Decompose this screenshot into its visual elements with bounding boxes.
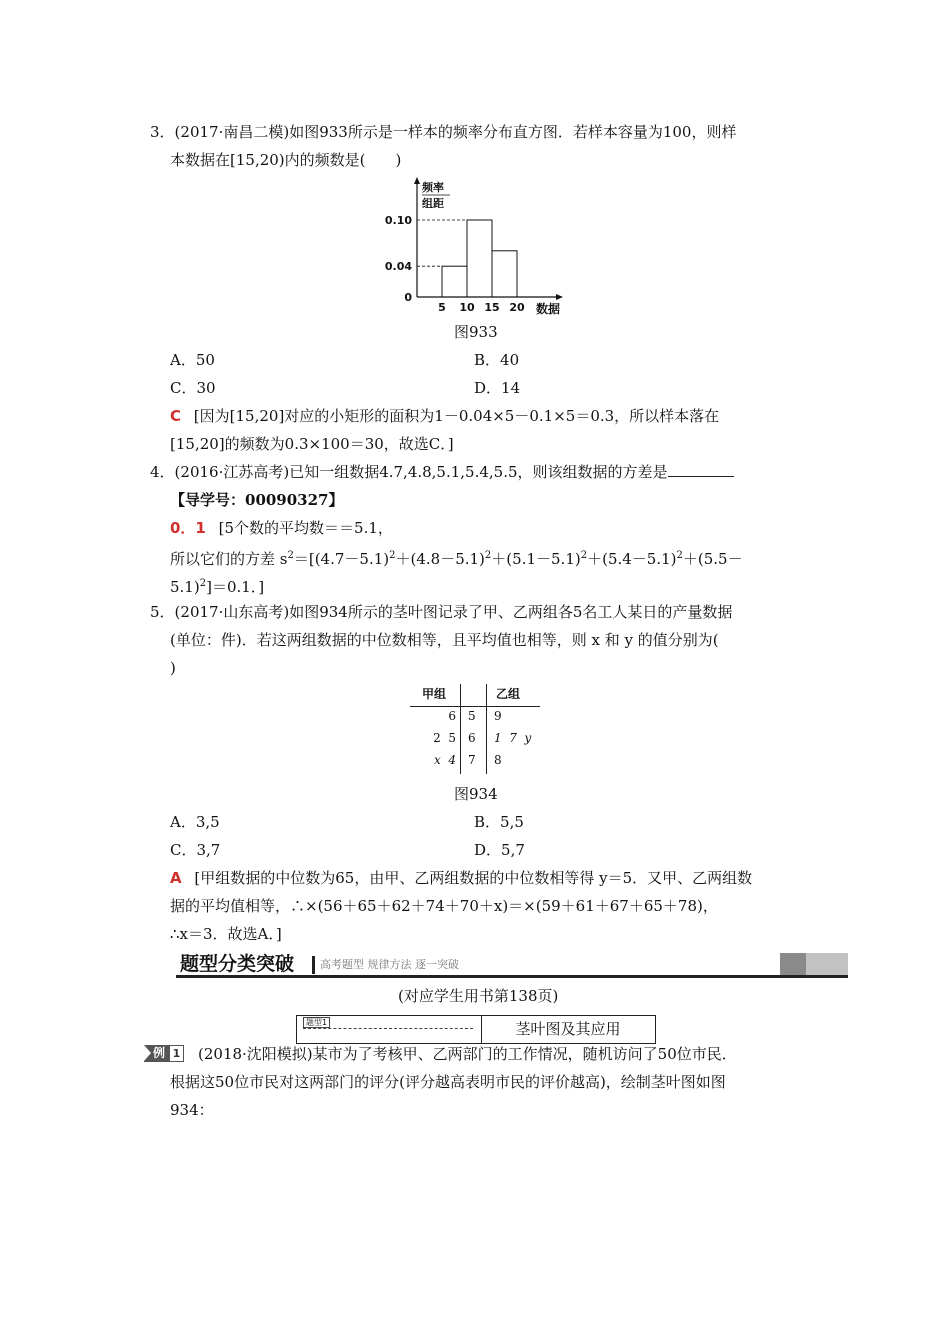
page-reference: (对应学生用书第138页) <box>398 987 559 1005</box>
y-tick-label: 0 <box>404 291 412 304</box>
q5-option-b: B．5,5 <box>474 813 524 831</box>
y-tick-label: 0.10 <box>384 214 412 227</box>
q4-explanation-line3: 5.1)$^2$]＝0.1．] <box>170 578 265 596</box>
q3-explanation-line1: [因为[15,20]对应的小矩形的面积为1－0.04×5－0.1×5＝0.3，所以样本落在 <box>193 407 720 425</box>
q4-explanation-line2: 所以它们的方差 $s^2=[(4.7-5.1)^2+(4.8-5.1)^2+(5.1-5.1)^2+(5.4-5.1)^2+(5.5-$ <box>170 550 743 568</box>
x-axis-arrow-icon <box>556 294 563 300</box>
section-title: 题型分类突破 <box>180 953 295 975</box>
q5-explanation-line1: [甲组数据的中位数为65，由甲、乙两组数据的中位数相等得 y＝5．又甲、乙两组数 <box>194 869 753 887</box>
q3-line2: 本数据在[15,20)内的频数是( ) <box>170 151 402 169</box>
stem-leaf-left-header: 甲组 <box>422 687 447 701</box>
stem-leaf-row3-right: 8 <box>494 753 502 767</box>
stem-leaf-row1-stem: 5 <box>468 709 476 723</box>
section-subtitle: 高考题型 规律方法 逐一突破 <box>320 958 459 971</box>
q3-option-c: C．30 <box>170 379 216 397</box>
section-title-divider <box>312 956 315 974</box>
x-tick-label: 15 <box>484 301 500 314</box>
q3-option-a: A．50 <box>170 351 215 369</box>
topic-box <box>296 1015 656 1044</box>
x-tick-label: 10 <box>459 301 475 314</box>
q5-line1: 5．(2017·山东高考)如图934所示的茎叶图记录了甲、乙两组各5名工人某日的产量数据 <box>150 603 733 621</box>
q5-line3: ) <box>170 659 176 677</box>
histogram-bar-2 <box>467 220 492 297</box>
x-tick-label: 5 <box>438 301 446 314</box>
topic-tag: 题型1 <box>303 1017 330 1028</box>
stem-leaf-row1-right: 9 <box>494 709 502 723</box>
q5-line2: (单位：件)．若这两组数据的中位数相等，且平均值也相等，则 x 和 y 的值分别为( <box>170 631 719 649</box>
stem-leaf-row2-right: 1 7 y <box>494 731 532 745</box>
stem-leaf-row2-left: 2 5 <box>433 731 456 745</box>
stem-leaf-right-header: 乙组 <box>496 687 521 701</box>
stem-leaf-row3-stem: 7 <box>468 753 476 767</box>
histogram-bar-3 <box>492 251 517 297</box>
q4-guide-number: 【导学号：00090327】 <box>170 491 344 509</box>
stem-leaf-right-rule <box>486 684 487 774</box>
figure-933-caption: 图933 <box>454 323 498 341</box>
banner-light-block <box>806 953 848 975</box>
topic-title: 茎叶图及其应用 <box>515 1020 621 1038</box>
banner-dark-block <box>780 953 806 975</box>
q5-explanation-line2: 据的平均值相等，∴×(56＋65＋62＋74＋70＋x)＝×(59＋61＋67＋65＋78)， <box>170 897 718 915</box>
x-axis-label: 数据 <box>536 302 561 316</box>
banner-underline <box>176 975 848 978</box>
q5-explanation-line3: ∴x＝3．故选A．] <box>170 925 282 943</box>
example-number: 1 <box>170 1046 183 1061</box>
example-line2: 根据这50位市民对这两部门的评分(评分越高表明市民的评价越高)，绘制茎叶图如图 <box>170 1073 726 1091</box>
q3-answer-letter: C <box>170 407 182 425</box>
q5-option-a: A．3,5 <box>170 813 220 831</box>
histogram-figure <box>380 175 580 320</box>
figure-934-caption: 图934 <box>454 785 498 803</box>
example-arrow-icon <box>144 1045 151 1061</box>
y-axis-arrow-icon <box>414 177 420 184</box>
q5-option-d: D．5,7 <box>474 841 525 859</box>
y-label-denominator: 组距 <box>422 197 444 210</box>
q4-line1: 4．(2016·江苏高考)已知一组数据4.7,4.8,5.1,5.4,5.5，则该组数据的方差是 <box>150 463 668 481</box>
example-label: 例 <box>153 1046 166 1060</box>
q3-option-d: D．14 <box>474 379 521 397</box>
stem-leaf-row2-stem: 6 <box>468 731 476 745</box>
q3-line1: 3．(2017·南昌二模)如图933所示是一样本的频率分布直方图．若样本容量为100，则样 <box>150 123 737 141</box>
q3-explanation-line2: [15,20]的频数为0.3×100＝30，故选C．] <box>170 435 454 453</box>
q3-option-b: B．40 <box>474 351 520 369</box>
stem-leaf-row1-left: 6 <box>448 709 456 723</box>
q5-option-c: C．3,7 <box>170 841 221 859</box>
example-line1: (2018·沈阳模拟)某市为了考核甲、乙两部门的工作情况，随机访问了50位市民． <box>198 1045 737 1063</box>
q5-answer-letter: A <box>170 869 182 887</box>
histogram-bar-1 <box>442 266 467 297</box>
stem-leaf-left-rule <box>460 684 461 774</box>
y-tick-label: 0.04 <box>384 260 412 274</box>
y-label-numerator: 频率 <box>422 181 444 194</box>
example-tag <box>144 1045 184 1062</box>
topic-dashed-line <box>303 1028 473 1029</box>
x-tick-label: 20 <box>509 301 525 314</box>
q4-answer-blank <box>668 462 734 477</box>
q4-answer: 0．1 <box>170 519 206 537</box>
stem-leaf-row3-left: x 4 <box>433 753 456 767</box>
example-line3: 934： <box>170 1101 214 1119</box>
q4-explanation-line1: [5个数的平均数＝＝5.1， <box>218 519 393 537</box>
